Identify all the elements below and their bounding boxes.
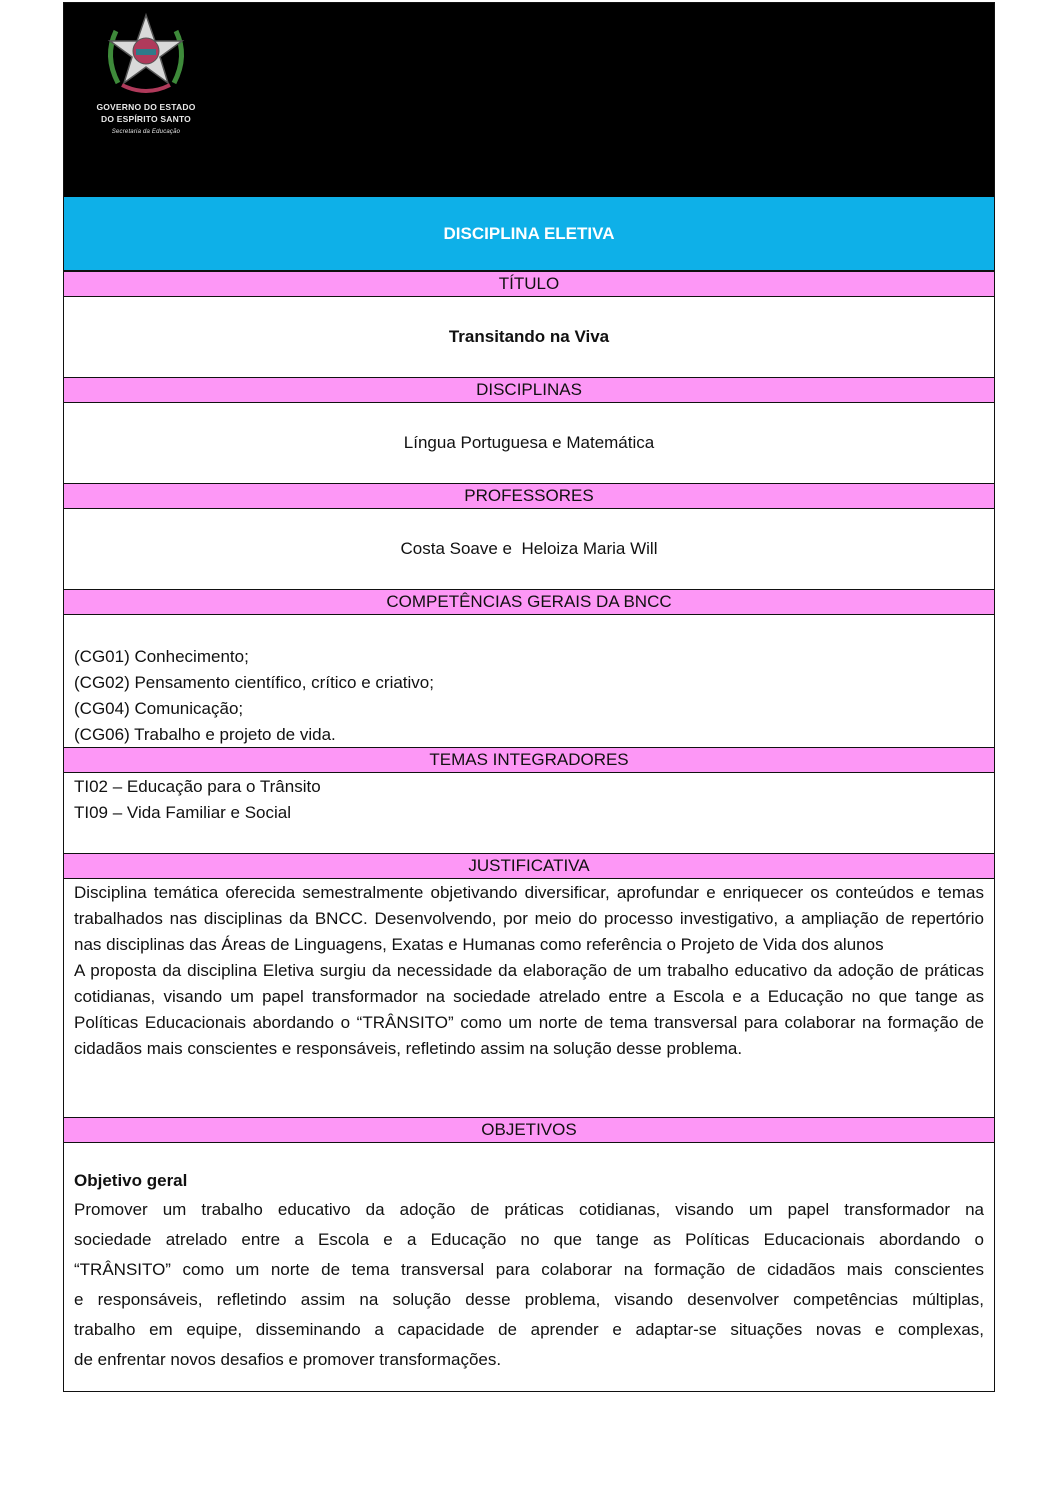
objetivo-line: sociedade atrelado entre a Escola e a Educação no que tange as Políticas Educacionais abordando o [74,1230,984,1249]
section-heading-titulo: TÍTULO [64,271,994,297]
header-band [64,3,994,197]
page-title: DISCIPLINA ELETIVA [64,197,994,271]
objetivo-geral-heading: Objetivo geral [74,1171,188,1190]
objetivo-line: “TRÂNSITO” como um norte de tema transversal para colaborar na formação de cidadãos mais conscientes [74,1260,984,1279]
justificativa-paragraph-1: Disciplina temática oferecida semestralmente objetivando diversificar, aprofundar e enriquecer os conteúdos e temas trabalhados nas disciplinas da BNCC. Desenvolvendo, por meio do processo investigativo, a ampliação de repertório nas disciplinas das Áreas de Linguagens, Exatas e Humanas como referência o Projeto de Vida dos alunos [74,883,984,954]
section-heading-justificativa: JUSTIFICATIVA [64,853,994,879]
coat-of-arms-icon [86,11,206,101]
logo [86,11,206,146]
titulo-value: Transitando na Viva [448,327,610,346]
list-item: TI09 – Vida Familiar e Social [74,803,292,822]
temas-list [64,774,994,826]
list-item: (CG06) Trabalho e projeto de vida. [74,725,336,744]
section-heading-objetivos: OBJETIVOS [64,1117,994,1143]
disciplinas-value: Língua Portuguesa e Matemática [403,433,655,452]
section-heading-professores: PROFESSORES [64,483,994,509]
list-item: TI02 – Educação para o Trânsito [74,777,321,796]
logo-line-2: DO ESPÍRITO SANTO [101,114,191,124]
justificativa-paragraph-2: A proposta da disciplina Eletiva surgiu da necessidade da elaboração de um trabalho educativo da adoção de práticas cotidianas, visando um papel transformador na sociedade atrelado entre a Escola e a Educação no que tange as Políticas Educacionais abordando o “TRÂNSITO” como um norte de tema transversal para colaborar na formação de cidadãos mais conscientes e responsáveis, refletindo assim na solução desse problema. [74,961,984,1058]
section-heading-temas: TEMAS INTEGRADORES [64,747,994,773]
section-heading-competencias: COMPETÊNCIAS GERAIS DA BNCC [64,589,994,615]
objetivo-line: Promover um trabalho educativo da adoção de práticas cotidianas, visando um papel transformador na [74,1200,984,1219]
list-item: (CG04) Comunicação; [74,699,244,718]
logo-line-3: Secretaria da Educação [111,129,181,135]
objetivo-line: de enfrentar novos desafios e promover transformações. [74,1350,502,1369]
competencias-list [64,644,994,748]
professores-value: Costa Soave e Heloiza Maria Will [400,539,658,558]
list-item: (CG01) Conhecimento; [74,647,249,666]
logo-line-1: GOVERNO DO ESTADO [96,102,196,112]
document-sheet [63,2,995,1392]
objetivo-line: e responsáveis, refletindo assim na solução desse problema, visando desenvolver competências múltiplas, [74,1290,984,1309]
objetivos-body [64,1167,994,1377]
list-item: (CG02) Pensamento científico, crítico e criativo; [74,673,434,692]
justificativa-body [64,880,994,1116]
objetivo-line: trabalho em equipe, disseminando a capacidade de aprender e adaptar-se situações novas e complexas, [74,1320,984,1339]
section-heading-disciplinas: DISCIPLINAS [64,377,994,403]
